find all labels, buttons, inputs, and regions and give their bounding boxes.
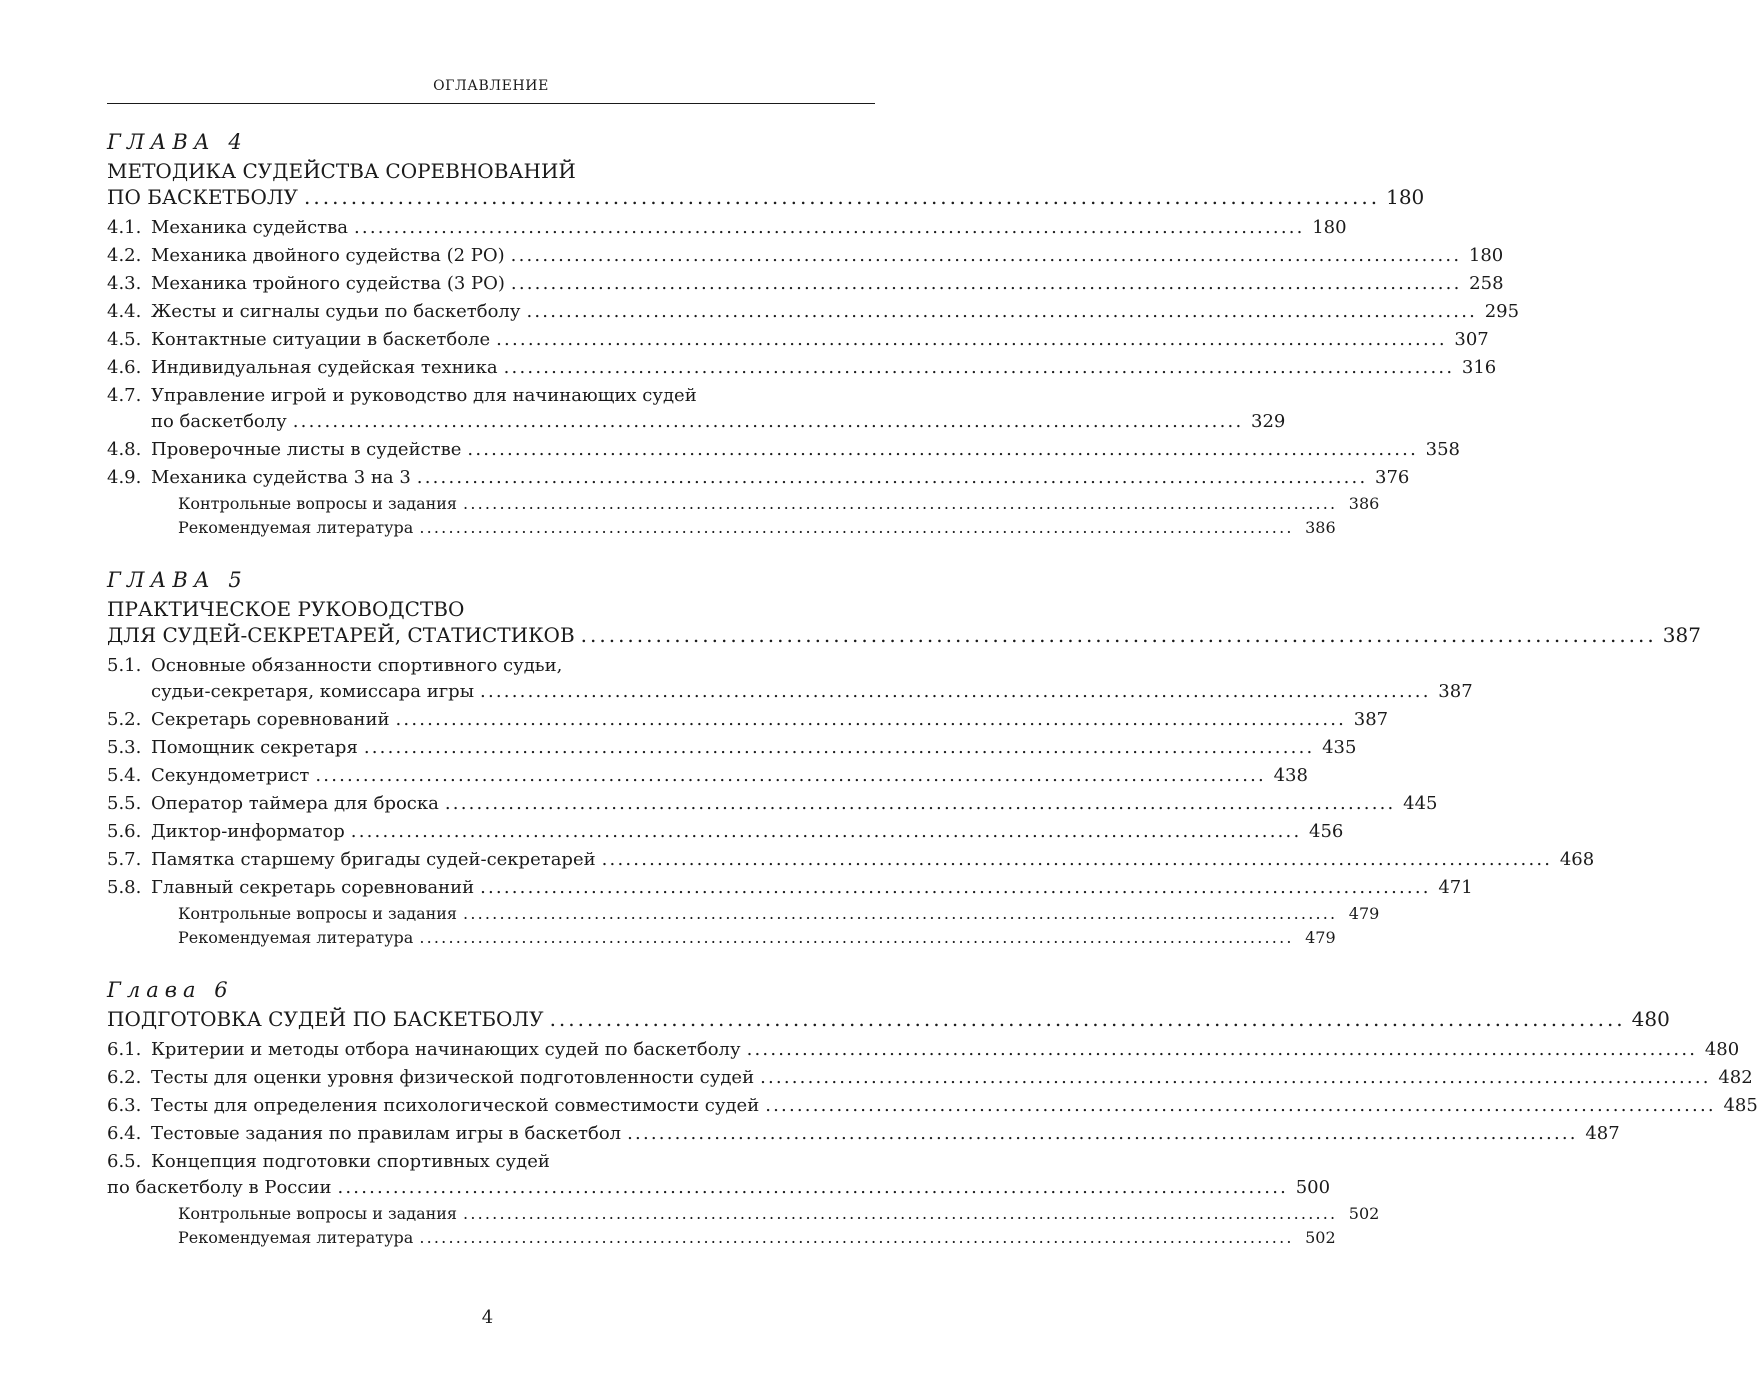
page-ref: 487 xyxy=(1585,1123,1620,1144)
section-title: Тесты для определения психологической совместимости судей xyxy=(151,1095,760,1116)
page-ref: 180 xyxy=(1312,217,1347,238)
section-number: 6.3. xyxy=(107,1095,142,1116)
section-number: 4.1. xyxy=(107,217,142,238)
section-title: по баскетболу в России xyxy=(107,1177,332,1198)
section-title: Управление игрой и руководство для начинающих судей xyxy=(151,385,697,406)
page-ref: 502 xyxy=(1348,1204,1380,1223)
section-number: 5.2. xyxy=(107,709,142,730)
toc-sub-entry[interactable] xyxy=(107,492,1380,516)
page-ref: 471 xyxy=(1438,877,1473,898)
chapter-label: ГЛАВА 4 xyxy=(107,130,248,154)
page-ref: 387 xyxy=(1662,623,1701,647)
toc-entry[interactable] xyxy=(107,326,1489,354)
chapter-title-entry[interactable] xyxy=(107,1006,1670,1032)
section-title: Индивидуальная судейская техника xyxy=(151,357,498,378)
section-number: 6.2. xyxy=(107,1067,142,1088)
page-ref: 468 xyxy=(1559,849,1595,870)
dot-leader: ........................................................................................................................ xyxy=(337,1177,1289,1198)
sub-entry-title: Контрольные вопросы и задания xyxy=(178,494,458,513)
section-number: 4.5. xyxy=(107,329,142,350)
page-ref: 387 xyxy=(1438,681,1473,702)
sub-entry-title: Рекомендуемая литература xyxy=(178,518,414,537)
toc-sub-entry[interactable] xyxy=(107,1202,1380,1226)
toc-sub-entry[interactable] xyxy=(107,902,1380,926)
dot-leader: ........................................................................................................................ xyxy=(526,301,1478,322)
sub-entry-title: Рекомендуемая литература xyxy=(178,928,414,947)
dot-leader: ........................................................................................................................ xyxy=(601,849,1553,870)
section-title: Концепция подготовки спортивных судей xyxy=(151,1151,550,1172)
page-ref: 500 xyxy=(1295,1177,1331,1198)
dot-leader: ........................................................................................................................ xyxy=(510,273,1462,294)
toc-entry-continuation[interactable] xyxy=(107,678,1473,706)
toc-entry[interactable] xyxy=(107,1092,1758,1120)
page-ref: 316 xyxy=(1461,357,1497,378)
page-ref: 180 xyxy=(1386,185,1425,209)
page-ref: 376 xyxy=(1375,467,1410,488)
chapter-title-line: МЕТОДИКА СУДЕЙСТВА СОРЕВНОВАНИЙ xyxy=(107,159,576,183)
toc-entry[interactable] xyxy=(107,818,1344,846)
dot-leader: ................................................................................................................... xyxy=(580,623,1657,647)
sub-entry-title: Контрольные вопросы и задания xyxy=(178,904,458,923)
section-title: Механика судейства 3 на 3 xyxy=(151,467,411,488)
section-number: 5.5. xyxy=(107,793,142,814)
section-title: Диктор-информатор xyxy=(151,821,345,842)
page-ref: 482 xyxy=(1718,1067,1753,1088)
dot-leader: ........................................................................................................................ xyxy=(467,439,1419,460)
section-number: 4.3. xyxy=(107,273,142,294)
dot-leader: ........................................................................................................................ xyxy=(463,904,1338,923)
dot-leader: ........................................................................................................................ xyxy=(292,411,1244,432)
section-title: Главный секретарь соревнований xyxy=(151,877,475,898)
page-ref: 445 xyxy=(1403,793,1438,814)
dot-leader: ........................................................................................................................ xyxy=(480,681,1431,702)
page-ref: 435 xyxy=(1322,737,1357,758)
toc-entry[interactable] xyxy=(107,874,1473,902)
dot-leader: ........................................................................................................................ xyxy=(510,245,1462,266)
chapter-6 xyxy=(107,976,1758,1250)
page-ref: 479 xyxy=(1305,928,1336,947)
chapter-title-line: ДЛЯ СУДЕЙ-СЕКРЕТАРЕЙ, СТАТИСТИКОВ xyxy=(107,623,575,647)
section-number: 4.9. xyxy=(107,467,142,488)
page-ref: 502 xyxy=(1305,1228,1336,1247)
sub-entry-title: Контрольные вопросы и задания xyxy=(178,1204,458,1223)
toc-entry[interactable] xyxy=(107,1064,1753,1092)
dot-leader: ........................................................................................................................ xyxy=(353,217,1305,238)
section-number: 4.8. xyxy=(107,439,142,460)
toc-entry[interactable] xyxy=(107,734,1357,762)
section-title: Проверочные листы в судействе xyxy=(151,439,462,460)
page-ref: 295 xyxy=(1484,301,1520,322)
page-ref: 180 xyxy=(1468,245,1504,266)
toc-entry[interactable] xyxy=(107,270,1504,298)
dot-leader: ................................................................................................................... xyxy=(549,1007,1626,1031)
section-number: 5.6. xyxy=(107,821,142,842)
dot-leader: ........................................................................................................................ xyxy=(419,1228,1294,1247)
page-ref: 358 xyxy=(1425,439,1461,460)
dot-leader: ........................................................................................................................ xyxy=(480,877,1431,898)
section-number: 6.4. xyxy=(107,1123,142,1144)
dot-leader: ........................................................................................................................ xyxy=(419,928,1294,947)
toc-sub-entry[interactable] xyxy=(107,926,1336,950)
toc-entry-first-line[interactable] xyxy=(107,652,875,678)
section-number: 4.2. xyxy=(107,245,142,266)
dot-leader: ........................................................................................................................ xyxy=(496,329,1447,350)
dot-leader: ........................................................................................................................ xyxy=(395,709,1347,730)
toc-entry[interactable] xyxy=(107,790,1438,818)
toc-entry[interactable] xyxy=(107,354,1497,382)
chapter-title-line: ПРАКТИЧЕСКОЕ РУКОВОДСТВО xyxy=(107,597,465,621)
running-head: ОГЛАВЛЕНИЕ xyxy=(433,78,549,94)
toc-entry[interactable] xyxy=(107,762,1308,790)
page-ref: 386 xyxy=(1348,494,1380,513)
chapter-5 xyxy=(107,566,1701,950)
section-number: 5.1. xyxy=(107,655,142,676)
toc-entry-continuation[interactable] xyxy=(107,408,1286,436)
section-title: Оператор таймера для броска xyxy=(151,793,439,814)
chapter-4 xyxy=(107,128,1520,540)
page-ref: 438 xyxy=(1273,765,1308,786)
section-number: 6.5. xyxy=(107,1151,142,1172)
chapter-label: Глава 6 xyxy=(107,978,234,1002)
section-title: Критерии и методы отбора начинающих судей по баскетболу xyxy=(151,1039,741,1060)
dot-leader: ........................................................................................................................ xyxy=(350,821,1302,842)
dot-leader: ........................................................................................................................ xyxy=(363,737,1315,758)
section-title: Механика тройного судейства (3 РО) xyxy=(151,273,505,294)
toc-sub-entry[interactable] xyxy=(107,516,1336,540)
page-number: 4 xyxy=(481,1307,494,1328)
page-ref: 258 xyxy=(1469,273,1504,294)
section-number: 5.4. xyxy=(107,765,142,786)
section-title: Секундометрист xyxy=(151,765,310,786)
section-title: Механика двойного судейства (2 РО) xyxy=(151,245,505,266)
toc-entry[interactable] xyxy=(107,436,1461,464)
dot-leader: ........................................................................................................................ xyxy=(419,518,1294,537)
chapter-title-line: ПО БАСКЕТБОЛУ xyxy=(107,185,298,209)
dot-leader: ........................................................................................................................ xyxy=(416,467,1368,488)
toc-entry[interactable] xyxy=(107,242,1504,270)
sub-entry-title: Рекомендуемая литература xyxy=(178,1228,414,1247)
dot-leader: ........................................................................................................................ xyxy=(503,357,1455,378)
toc-entry[interactable] xyxy=(107,214,1347,242)
section-title: по баскетболу xyxy=(151,411,287,432)
toc-entry[interactable] xyxy=(107,1120,1620,1148)
toc-entry-first-line[interactable] xyxy=(107,382,875,408)
section-number: 4.7. xyxy=(107,385,142,406)
page-ref: 479 xyxy=(1348,904,1380,923)
toc-entry[interactable] xyxy=(107,298,1520,326)
section-title: Тесты для оценки уровня физической подготовленности судей xyxy=(151,1067,755,1088)
dot-leader: ........................................................................................................................ xyxy=(746,1039,1698,1060)
section-title: Основные обязанности спортивного судьи, xyxy=(151,655,563,676)
page-ref: 329 xyxy=(1251,411,1286,432)
dot-leader: ........................................................................................................................ xyxy=(444,793,1396,814)
section-title: Жесты и сигналы судьи по баскетболу xyxy=(151,301,521,322)
toc-sub-entry[interactable] xyxy=(107,1226,1336,1250)
page-ref: 485 xyxy=(1723,1095,1758,1116)
chapter-label: ГЛАВА 5 xyxy=(107,568,248,592)
section-number: 4.4. xyxy=(107,301,142,322)
toc-entry-continuation[interactable] xyxy=(107,1174,1331,1202)
section-number: 6.1. xyxy=(107,1039,142,1060)
toc-entry[interactable] xyxy=(107,706,1389,734)
section-title: Памятка старшему бригады судей-секретарей xyxy=(151,849,596,870)
toc-entry[interactable] xyxy=(107,846,1595,874)
toc-entry-first-line[interactable] xyxy=(107,1148,875,1174)
page-ref: 480 xyxy=(1631,1007,1670,1031)
section-title: Контактные ситуации в баскетболе xyxy=(151,329,491,350)
section-title: судьи-секретаря, комиссара игры xyxy=(151,681,475,702)
section-title: Тестовые задания по правилам игры в баскетбол xyxy=(151,1123,622,1144)
header-rule xyxy=(107,103,875,104)
page-ref: 480 xyxy=(1704,1039,1740,1060)
chapter-title-entry[interactable] xyxy=(107,622,1701,648)
section-title: Механика судейства xyxy=(151,217,348,238)
dot-leader: ........................................................................................................................ xyxy=(463,1204,1338,1223)
dot-leader: ........................................................................................................................ xyxy=(463,494,1338,513)
page-ref: 386 xyxy=(1305,518,1336,537)
section-number: 4.6. xyxy=(107,357,142,378)
section-number: 5.3. xyxy=(107,737,142,758)
chapter-title-entry[interactable] xyxy=(107,184,1425,210)
dot-leader: ........................................................................................................................ xyxy=(627,1123,1578,1144)
toc-entry[interactable] xyxy=(107,464,1410,492)
dot-leader: ........................................................................................................................ xyxy=(760,1067,1711,1088)
chapter-title-line: ПОДГОТОВКА СУДЕЙ ПО БАСКЕТБОЛУ xyxy=(107,1007,544,1031)
toc-entry[interactable] xyxy=(107,1036,1740,1064)
section-number: 5.8. xyxy=(107,877,142,898)
dot-leader: ........................................................................................................................ xyxy=(765,1095,1716,1116)
page-ref: 456 xyxy=(1309,821,1344,842)
dot-leader: ........................................................................................................................ xyxy=(315,765,1266,786)
section-number: 5.7. xyxy=(107,849,142,870)
section-title: Помощник секретаря xyxy=(151,737,358,758)
page-ref: 307 xyxy=(1454,329,1489,350)
page-ref: 387 xyxy=(1353,709,1389,730)
dot-leader: ................................................................................................................... xyxy=(304,185,1381,209)
section-title: Секретарь соревнований xyxy=(151,709,390,730)
